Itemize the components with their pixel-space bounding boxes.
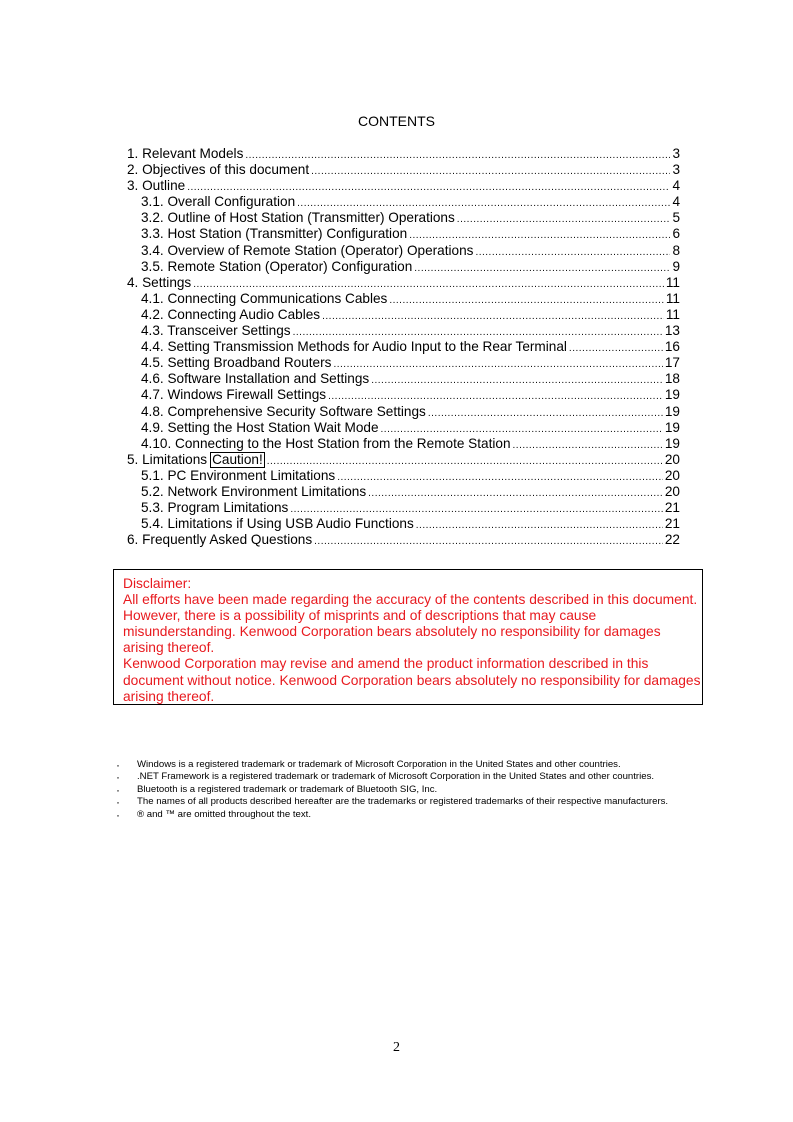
toc-entry[interactable] [127, 162, 680, 178]
toc-entry-label: 3.2. Outline of Host Station (Transmitter) Operations [141, 210, 455, 226]
toc-entry-page: 17 [664, 355, 680, 371]
toc-entry-label: 4.9. Setting the Host Station Wait Mode [141, 419, 379, 435]
toc-entry[interactable] [127, 420, 680, 436]
toc-entry[interactable] [127, 468, 680, 484]
toc-leader [337, 470, 663, 486]
toc-entry-page: 4 [672, 194, 680, 210]
toc-entry-page: 16 [664, 339, 680, 355]
toc-entry[interactable] [127, 226, 680, 242]
page-number: 2 [393, 1040, 400, 1055]
trademark-note: · The names of all products described hereafter are the trademarks or registered trademarks of their respective manufacturers. [116, 796, 676, 808]
toc-entry[interactable] [127, 355, 680, 371]
toc-leader [311, 164, 670, 180]
toc-entry[interactable] [127, 275, 680, 291]
toc-entry-page: 21 [664, 500, 680, 516]
toc-entry[interactable] [127, 452, 680, 468]
disclaimer-paragraph: Kenwood Corporation may revise and amend the product information described in this document without notice. Kenwood Corporation bears absolutely no responsibility for damages arising thereof. [123, 656, 701, 704]
toc-entry[interactable] [127, 210, 680, 226]
toc-leader [322, 309, 664, 325]
toc-entry-page: 19 [664, 387, 680, 403]
toc-leader [513, 438, 663, 454]
toc-entry-label: 3.1. Overall Configuration [141, 194, 296, 210]
toc-entry-label: 4.7. Windows Firewall Settings [141, 387, 327, 403]
toc-leader [428, 406, 663, 422]
toc-entry-page: 22 [664, 532, 680, 548]
toc-entry[interactable] [127, 387, 680, 403]
toc-entry-page: 13 [664, 323, 680, 339]
toc-entry-label: 4.1. Connecting Communications Cables [141, 290, 388, 306]
toc-entry-page: 20 [664, 483, 680, 499]
toc-entry-label: 4.6. Software Installation and Settings [141, 371, 370, 387]
disclaimer-paragraph: All efforts have been made regarding the accuracy of the contents described in this document. However, there is a possibility of misprints and of descriptions that may cause misunderstanding. Kenwood Corporation bears absolutely no responsibility for damages arising thereof. [123, 592, 698, 656]
toc-entry[interactable] [127, 484, 680, 500]
page-title: CONTENTS [358, 113, 435, 129]
toc-entry-page: 11 [665, 274, 680, 290]
toc-entry-page: 19 [664, 419, 680, 435]
toc-entry-label: 5.4. Limitations if Using USB Audio Functions [141, 516, 414, 532]
toc-entry-page: 9 [672, 258, 680, 274]
toc-entry-label: 5.3. Program Limitations [141, 500, 289, 516]
toc-leader [314, 534, 663, 550]
toc-entry-page: 3 [672, 162, 680, 178]
toc-entry-page: 18 [664, 371, 680, 387]
trademark-note: · .NET Framework is a registered trademark or trademark of Microsoft Corporation in the United States and other countries. [116, 771, 676, 783]
toc-entry[interactable] [127, 371, 680, 387]
toc-entry[interactable] [127, 500, 680, 516]
toc-entry-label: 3.3. Host Station (Transmitter) Configuration [141, 226, 408, 242]
toc-entry-label: 5. Limitations [127, 451, 208, 467]
toc-entry-page: 4 [672, 178, 680, 194]
toc-entry-label: 6. Frequently Asked Questions [127, 532, 313, 548]
toc-entry-label: 1. Relevant Models [127, 146, 244, 161]
toc-entry-page: 19 [664, 403, 680, 419]
toc-leader [457, 212, 671, 228]
toc-entry-label: 4.4. Setting Transmission Methods for Audio Input to the Rear Terminal [141, 339, 567, 355]
toc-entry-page: 6 [672, 226, 680, 242]
toc-entry-label: 4.2. Connecting Audio Cables [141, 306, 321, 322]
table-of-contents [127, 146, 680, 548]
toc-entry[interactable] [127, 194, 680, 210]
toc-leader [475, 245, 670, 261]
toc-entry-page: 3 [672, 146, 680, 161]
toc-entry-label: 4.8. Comprehensive Security Software Settings [141, 403, 426, 419]
toc-entry[interactable] [127, 516, 680, 532]
toc-entry-label: 3.5. Remote Station (Operator) Configuration [141, 258, 413, 274]
toc-entry-page: 5 [672, 210, 680, 226]
toc-entry-label: 4.3. Transceiver Settings [141, 323, 291, 339]
toc-leader [371, 373, 663, 389]
toc-entry-page: 19 [664, 435, 680, 451]
toc-entry-page: 11 [665, 306, 680, 322]
toc-entry-label: 4.10. Connecting to the Host Station from the Remote Station [141, 435, 511, 451]
toc-entry[interactable] [127, 436, 680, 452]
toc-entry-label: 3. Outline [127, 178, 186, 194]
toc-entry[interactable] [127, 291, 680, 307]
trademark-note: · Bluetooth is a registered trademark or trademark of Bluetooth SIG, Inc. [116, 784, 676, 796]
toc-entry-label: 4. Settings [127, 274, 192, 290]
toc-entry-page: 21 [664, 516, 680, 532]
toc-leader [389, 293, 664, 309]
toc-leader [333, 357, 662, 373]
toc-entry[interactable] [127, 404, 680, 420]
toc-entry[interactable] [127, 259, 680, 275]
trademark-note: · Windows is a registered trademark or trademark of Microsoft Corporation in the United States and other countries. [116, 759, 676, 771]
toc-entry[interactable] [127, 178, 680, 194]
toc-entry[interactable] [127, 146, 680, 162]
toc-leader [416, 518, 663, 534]
trademark-notes [116, 759, 676, 821]
toc-entry[interactable] [127, 323, 680, 339]
trademark-note: · ® and ™ are omitted throughout the text. [116, 809, 676, 821]
toc-entry-label: 2. Objectives of this document [127, 162, 310, 178]
toc-entry-page: 11 [665, 290, 680, 306]
toc-entry-page: 20 [664, 467, 680, 483]
toc-entry-page: 8 [672, 242, 680, 258]
toc-entry[interactable] [127, 307, 680, 323]
toc-leader [368, 486, 663, 502]
caution-badge: Caution! [212, 451, 263, 467]
toc-entry-label: 5.2. Network Environment Limitations [141, 483, 367, 499]
toc-entry-page: 20 [664, 451, 680, 467]
toc-entry[interactable] [127, 532, 680, 548]
toc-entry-label: 4.5. Setting Broadband Routers [141, 355, 332, 371]
disclaimer-box [113, 569, 703, 705]
toc-entry-label: 3.4. Overview of Remote Station (Operator) Operations [141, 242, 474, 258]
toc-entry[interactable] [127, 339, 680, 355]
toc-leader [414, 261, 670, 277]
toc-leader [245, 148, 670, 164]
toc-leader [569, 341, 663, 357]
toc-entry[interactable] [127, 243, 680, 259]
disclaimer-heading: Disclaimer: [123, 576, 192, 591]
toc-entry-label: 5.1. PC Environment Limitations [141, 467, 336, 483]
